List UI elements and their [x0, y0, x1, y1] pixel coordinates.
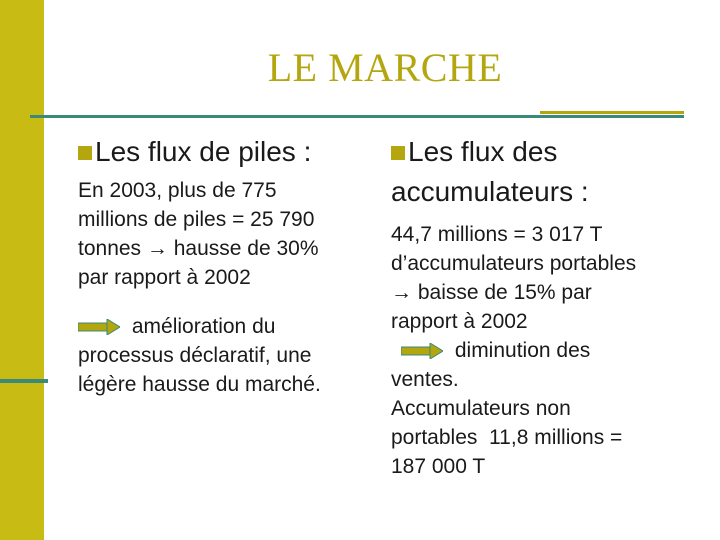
text-line: portables 11,8 millions = [391, 426, 623, 449]
right-heading [391, 134, 711, 170]
right-heading-text: accumulateurs : [391, 176, 589, 207]
text-line: Accumulateurs non [391, 397, 571, 420]
right-paragraph-2 [391, 336, 711, 394]
right-arrow-icon [78, 319, 120, 335]
left-accent-bar [0, 0, 44, 540]
left-accent-line [0, 379, 48, 383]
left-column [78, 134, 378, 399]
text-line: tonnes → hausse de 30% [78, 237, 319, 260]
title-rule [30, 115, 684, 118]
text-line: processus déclaratif, une [78, 344, 312, 367]
text-line: millions de piles = 25 790 [78, 208, 315, 231]
text-line: diminution des [454, 339, 591, 362]
right-arrow-icon [401, 343, 443, 359]
title-rule-accent [540, 111, 684, 114]
right-paragraph-1 [391, 220, 711, 336]
text-line: par rapport à 2002 [78, 266, 251, 289]
right-paragraph-3 [391, 394, 711, 481]
text-line: d’accumulateurs portables [391, 252, 637, 275]
right-heading-text: Les flux des [408, 136, 558, 167]
left-heading-text: Les flux de piles : [95, 136, 312, 167]
text-line: rapport à 2002 [391, 310, 528, 333]
square-bullet-icon [78, 146, 92, 160]
right-column [391, 134, 711, 481]
text-line: 44,7 millions = 3 017 T [391, 223, 603, 246]
left-paragraph-1 [78, 176, 378, 292]
slide-title: LE MARCHE [267, 45, 503, 90]
left-paragraph-2 [78, 312, 378, 399]
text-line: ventes. [391, 368, 459, 391]
text-line: amélioration du [131, 315, 276, 338]
text-line: En 2003, plus de 775 [78, 179, 277, 202]
square-bullet-icon [391, 146, 405, 160]
text-line: → baisse de 15% par [391, 281, 592, 304]
text-line: légère hausse du marché. [78, 373, 321, 396]
text-line: 187 000 T [391, 455, 486, 478]
left-heading [78, 134, 378, 170]
